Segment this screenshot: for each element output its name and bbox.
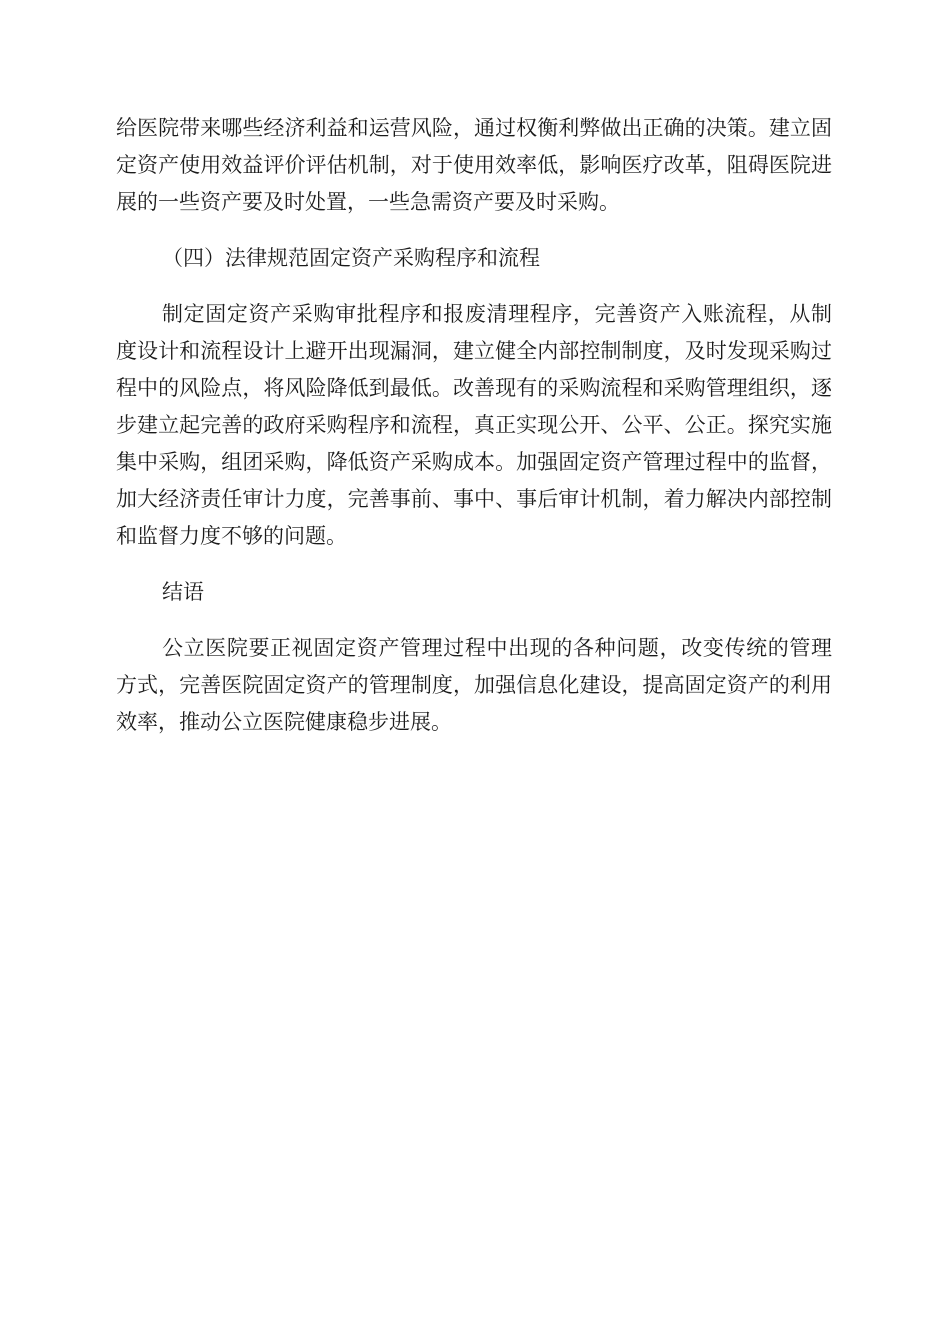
document-page	[116, 110, 832, 741]
conclusion-heading: 结语	[162, 580, 204, 604]
section-heading: （四）法律规范固定资产采购程序和流程	[162, 246, 540, 270]
paragraph-continuation: 给医院带来哪些经济利益和运营风险，通过权衡利弊做出正确的决策。建立固定资产使用效益评价评估机制，对于使用效率低，影响医疗改革，阻碍医院进展的一些资产要及时处置，一些急需资产要及时采购。	[116, 116, 832, 214]
paragraph-conclusion: 公立医院要正视固定资产管理过程中出现的各种问题，改变传统的管理方式，完善医院固定资产的管理制度，加强信息化建设，提高固定资产的利用效率，推动公立医院健康稳步进展。	[116, 636, 832, 734]
paragraph-procurement: 制定固定资产采购审批程序和报废清理程序，完善资产入账流程，从制度设计和流程设计上避开出现漏洞，建立健全内部控制制度，及时发现采购过程中的风险点，将风险降低到最低。改善现有的采购流程和采购管理组织，逐步建立起完善的政府采购程序和流程，真正实现公开、公平、公正。探究实施集中采购，组团采购，降低资产采购成本。加强固定资产管理过程中的监督，加大经济责任审计力度，完善事前、事中、事后审计机制，着力解决内部控制和监督力度不够的问题。	[116, 302, 832, 548]
